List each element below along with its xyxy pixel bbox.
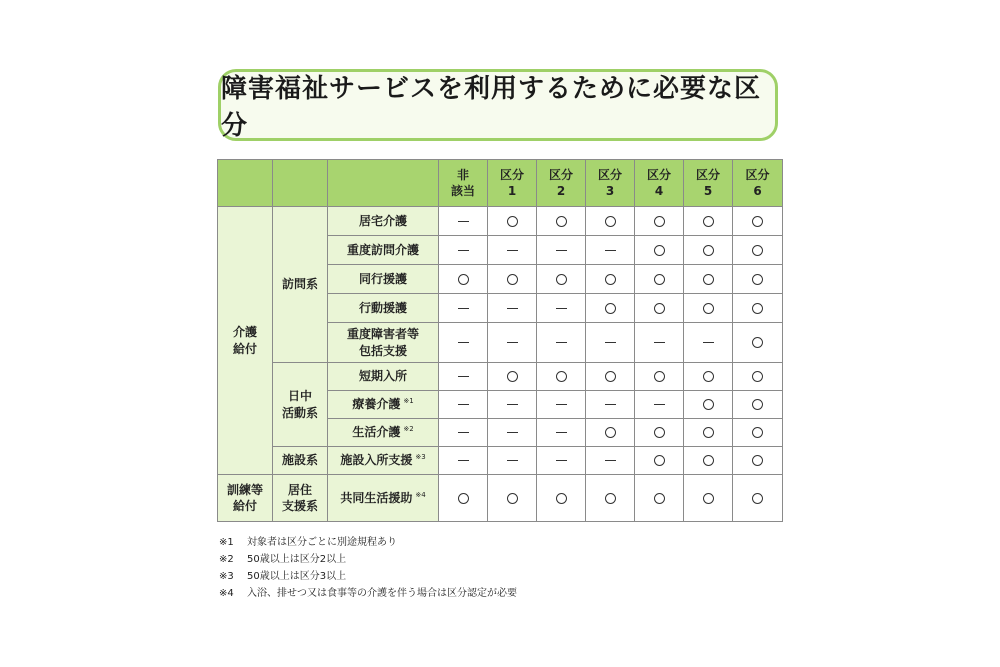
footnote-ref: ※1 xyxy=(403,397,414,406)
availability-cell xyxy=(733,265,783,294)
availability-cell xyxy=(586,323,635,363)
group-kunren: 訓練等 給付 xyxy=(218,475,273,522)
available-circle-icon xyxy=(703,427,714,438)
unavailable-dash-icon xyxy=(458,308,469,309)
unavailable-dash-icon xyxy=(556,250,567,251)
unavailable-dash-icon xyxy=(458,221,469,222)
unavailable-dash-icon xyxy=(605,460,616,461)
service-cell xyxy=(328,236,439,265)
availability-cell xyxy=(586,236,635,265)
availability-cell xyxy=(488,323,537,363)
available-circle-icon xyxy=(703,455,714,466)
unavailable-dash-icon xyxy=(556,342,567,343)
available-circle-icon xyxy=(507,274,518,285)
service-cell xyxy=(328,447,439,475)
unavailable-dash-icon xyxy=(458,460,469,461)
footnote-mark: ※2 xyxy=(219,554,234,565)
available-circle-icon xyxy=(752,493,763,504)
availability-cell xyxy=(537,419,586,447)
availability-cell xyxy=(439,419,488,447)
available-circle-icon xyxy=(605,216,616,227)
availability-cell xyxy=(684,207,733,236)
availability-cell xyxy=(586,207,635,236)
footnotes xyxy=(219,534,517,602)
available-circle-icon xyxy=(654,371,665,382)
service-name: 重度訪問介護 xyxy=(346,242,419,257)
availability-cell xyxy=(586,391,635,419)
unavailable-dash-icon xyxy=(605,404,616,405)
availability-cell xyxy=(635,323,684,363)
available-circle-icon xyxy=(703,303,714,314)
availability-cell xyxy=(439,323,488,363)
available-circle-icon xyxy=(507,493,518,504)
group-kaigo: 介護 給付 xyxy=(218,207,273,475)
availability-cell xyxy=(488,207,537,236)
availability-cell xyxy=(488,265,537,294)
available-circle-icon xyxy=(605,274,616,285)
availability-cell xyxy=(635,265,684,294)
service-name: 施設入所支援 xyxy=(340,453,413,468)
available-circle-icon xyxy=(556,371,567,382)
availability-cell xyxy=(439,294,488,323)
available-circle-icon xyxy=(654,493,665,504)
service-cell xyxy=(328,475,439,522)
availability-cell xyxy=(586,294,635,323)
footnote-ref: ※4 xyxy=(415,490,426,499)
availability-cell xyxy=(488,391,537,419)
availability-cell xyxy=(537,207,586,236)
availability-cell xyxy=(439,447,488,475)
unavailable-dash-icon xyxy=(654,404,665,405)
availability-cell xyxy=(537,363,586,391)
unavailable-dash-icon xyxy=(556,308,567,309)
footnote-text: 50歳以上は区分2以上 xyxy=(247,554,347,565)
unavailable-dash-icon xyxy=(605,250,616,251)
service-name: 居宅介護 xyxy=(358,213,407,228)
availability-cell xyxy=(537,447,586,475)
availability-cell xyxy=(635,236,684,265)
availability-cell xyxy=(684,419,733,447)
header-category: 区分 2 xyxy=(537,160,586,207)
available-circle-icon xyxy=(605,427,616,438)
service-classification-table xyxy=(217,159,783,522)
table-row xyxy=(218,475,783,522)
unavailable-dash-icon xyxy=(458,376,469,377)
footnote-mark: ※3 xyxy=(219,571,234,582)
availability-cell xyxy=(684,475,733,522)
unavailable-dash-icon xyxy=(458,432,469,433)
footnote-text: 入浴、排せつ又は食事等の介護を伴う場合は区分認定が必要 xyxy=(247,588,517,599)
available-circle-icon xyxy=(703,493,714,504)
header-category: 区分 5 xyxy=(684,160,733,207)
available-circle-icon xyxy=(654,274,665,285)
available-circle-icon xyxy=(752,303,763,314)
availability-cell xyxy=(635,475,684,522)
available-circle-icon xyxy=(752,399,763,410)
available-circle-icon xyxy=(752,455,763,466)
service-name: 生活介護 xyxy=(352,425,401,440)
availability-cell xyxy=(488,447,537,475)
available-circle-icon xyxy=(556,274,567,285)
unavailable-dash-icon xyxy=(507,250,518,251)
availability-cell xyxy=(733,447,783,475)
unavailable-dash-icon xyxy=(507,342,518,343)
group-houmon: 訪問系 xyxy=(273,207,328,363)
unavailable-dash-icon xyxy=(507,432,518,433)
footnote-mark: ※1 xyxy=(219,537,234,548)
availability-cell xyxy=(537,475,586,522)
availability-cell xyxy=(537,236,586,265)
unavailable-dash-icon xyxy=(507,404,518,405)
service-cell xyxy=(328,265,439,294)
availability-cell xyxy=(635,207,684,236)
availability-cell xyxy=(635,391,684,419)
availability-cell xyxy=(488,363,537,391)
footnote-ref: ※3 xyxy=(415,453,426,462)
header-category: 区分 6 xyxy=(733,160,783,207)
unavailable-dash-icon xyxy=(458,404,469,405)
service-name: 行動援護 xyxy=(358,300,407,315)
available-circle-icon xyxy=(654,245,665,256)
availability-cell xyxy=(439,236,488,265)
available-circle-icon xyxy=(458,274,469,285)
availability-cell xyxy=(733,207,783,236)
available-circle-icon xyxy=(752,427,763,438)
available-circle-icon xyxy=(605,303,616,314)
availability-cell xyxy=(684,236,733,265)
available-circle-icon xyxy=(703,245,714,256)
header-blank-3 xyxy=(328,160,439,207)
available-circle-icon xyxy=(703,274,714,285)
available-circle-icon xyxy=(752,216,763,227)
availability-cell xyxy=(537,294,586,323)
available-circle-icon xyxy=(556,216,567,227)
unavailable-dash-icon xyxy=(556,432,567,433)
available-circle-icon xyxy=(752,245,763,256)
table-row xyxy=(218,363,783,391)
service-name: 重度障害者等 包括支援 xyxy=(346,327,419,358)
group-kyoju: 居住 支援系 xyxy=(273,475,328,522)
available-circle-icon xyxy=(703,216,714,227)
availability-cell xyxy=(733,323,783,363)
availability-cell xyxy=(488,294,537,323)
service-name: 共同生活援助 xyxy=(340,490,413,505)
available-circle-icon xyxy=(654,427,665,438)
available-circle-icon xyxy=(703,371,714,382)
availability-cell xyxy=(635,447,684,475)
service-cell xyxy=(328,391,439,419)
available-circle-icon xyxy=(752,337,763,348)
availability-cell xyxy=(684,391,733,419)
availability-cell xyxy=(537,391,586,419)
availability-cell xyxy=(488,236,537,265)
group-nicchu: 日中 活動系 xyxy=(273,363,328,447)
availability-cell xyxy=(684,363,733,391)
unavailable-dash-icon xyxy=(703,342,714,343)
service-name: 療養介護 xyxy=(352,397,401,412)
availability-cell xyxy=(733,475,783,522)
service-name: 同行援護 xyxy=(358,271,407,286)
header-row xyxy=(218,160,783,207)
unavailable-dash-icon xyxy=(556,460,567,461)
availability-cell xyxy=(684,323,733,363)
service-cell xyxy=(328,294,439,323)
available-circle-icon xyxy=(654,216,665,227)
availability-cell xyxy=(537,323,586,363)
availability-cell xyxy=(684,294,733,323)
title-banner xyxy=(218,69,778,141)
availability-cell xyxy=(684,447,733,475)
availability-cell xyxy=(586,419,635,447)
availability-cell xyxy=(537,265,586,294)
availability-cell xyxy=(439,265,488,294)
availability-cell xyxy=(439,391,488,419)
footnote-ref: ※2 xyxy=(403,425,414,434)
unavailable-dash-icon xyxy=(507,460,518,461)
availability-cell xyxy=(733,391,783,419)
available-circle-icon xyxy=(703,399,714,410)
availability-cell xyxy=(586,475,635,522)
footnote-item xyxy=(219,534,517,551)
footnote-item xyxy=(219,551,517,568)
available-circle-icon xyxy=(507,371,518,382)
service-cell xyxy=(328,363,439,391)
unavailable-dash-icon xyxy=(458,250,469,251)
available-circle-icon xyxy=(654,303,665,314)
service-cell xyxy=(328,207,439,236)
available-circle-icon xyxy=(507,216,518,227)
footnote-text: 50歳以上は区分3以上 xyxy=(247,571,347,582)
header-category: 非 該当 xyxy=(439,160,488,207)
availability-cell xyxy=(635,363,684,391)
availability-cell xyxy=(733,236,783,265)
availability-cell xyxy=(635,419,684,447)
unavailable-dash-icon xyxy=(654,342,665,343)
available-circle-icon xyxy=(458,493,469,504)
availability-cell xyxy=(586,363,635,391)
available-circle-icon xyxy=(605,493,616,504)
unavailable-dash-icon xyxy=(605,342,616,343)
available-circle-icon xyxy=(654,455,665,466)
availability-cell xyxy=(439,363,488,391)
availability-cell xyxy=(733,363,783,391)
available-circle-icon xyxy=(752,274,763,285)
availability-cell xyxy=(586,447,635,475)
availability-cell xyxy=(586,265,635,294)
group-shisetsu: 施設系 xyxy=(273,447,328,475)
availability-cell xyxy=(733,294,783,323)
availability-cell xyxy=(439,207,488,236)
availability-cell xyxy=(635,294,684,323)
availability-cell xyxy=(684,265,733,294)
unavailable-dash-icon xyxy=(507,308,518,309)
footnote-mark: ※4 xyxy=(219,588,234,599)
header-category: 区分 3 xyxy=(586,160,635,207)
footnote-item xyxy=(219,568,517,585)
header-blank-1 xyxy=(218,160,273,207)
availability-cell xyxy=(488,419,537,447)
availability-cell xyxy=(733,419,783,447)
table-row xyxy=(218,447,783,475)
table-row xyxy=(218,207,783,236)
service-cell xyxy=(328,323,439,363)
footnote-item xyxy=(219,585,517,602)
unavailable-dash-icon xyxy=(458,342,469,343)
availability-cell xyxy=(439,475,488,522)
header-blank-2 xyxy=(273,160,328,207)
footnote-text: 対象者は区分ごとに別途規程あり xyxy=(247,537,397,548)
service-name: 短期入所 xyxy=(358,369,407,384)
header-category: 区分 4 xyxy=(635,160,684,207)
available-circle-icon xyxy=(752,371,763,382)
available-circle-icon xyxy=(556,493,567,504)
available-circle-icon xyxy=(605,371,616,382)
service-cell xyxy=(328,419,439,447)
page-title: 障害福祉サービスを利用するために必要な区分 xyxy=(221,74,762,141)
availability-cell xyxy=(488,475,537,522)
unavailable-dash-icon xyxy=(556,404,567,405)
header-category: 区分 1 xyxy=(488,160,537,207)
